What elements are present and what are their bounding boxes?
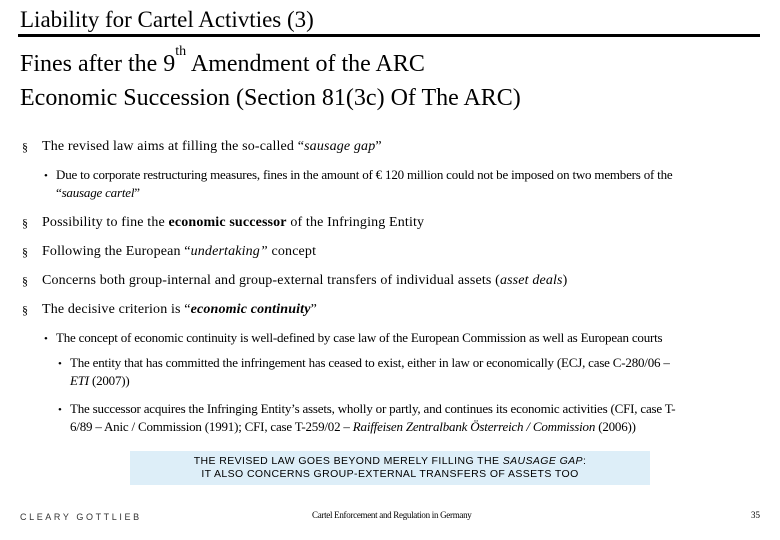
title-rule: [18, 34, 760, 37]
callout-line-2: IT ALSO CONCERNS GROUP-EXTERNAL TRANSFERS OF ASSETS TOO: [201, 468, 579, 480]
subbullet-sausage-cartel: Due to corporate restructuring measures, fines in the amount of € 120 million could not be imposed on two members of the “sausage cartel”: [56, 167, 673, 200]
bullet-asset-deals: Concerns both group-internal and group-external transfers of individual assets (asset deals): [42, 273, 568, 288]
bullet-economic-successor: Possibility to fine the economic successor of the Infringing Entity: [42, 215, 425, 230]
subtitle-line-1: Fines after the 9th Amendment of the ARC: [20, 44, 425, 77]
square-bullet-icon: §: [22, 303, 28, 317]
cleary-gottlieb-logo: CLEARY GOTTLIEB: [20, 512, 142, 522]
square-bullet-icon: §: [22, 140, 28, 154]
subsubbullet-ceased-to-exist: The entity that has committed the infringement has ceased to exist, either in law or economically (ECJ, case C-280/06 – ETI (2007)): [70, 355, 670, 388]
subsubbullet-successor-acquires: The successor acquires the Infringing Entity’s assets, wholly or partly, and continues its economic activities (CFI, case T- 6/89 – Anic / Commission (1991); CFI, case T-259/02 – Raiffeisen Zentralbank Österreich / Commission (2006)): [70, 401, 676, 434]
square-bullet-icon: §: [22, 216, 28, 230]
conclusion-callout: [130, 451, 650, 485]
footer-title: Cartel Enforcement and Regulation in Germany: [312, 510, 472, 520]
dot-bullet-icon: •: [58, 358, 62, 370]
subtitle-line-2: Economic Succession (Section 81(3c) Of The ARC): [20, 85, 521, 111]
callout-line-1: THE REVISED LAW GOES BEYOND MERELY FILLING THE SAUSAGE GAP:: [193, 455, 587, 467]
slide-title: Liability for Cartel Activties (3): [20, 7, 314, 32]
slide-subtitle: [20, 44, 521, 115]
square-bullet-icon: §: [22, 245, 28, 259]
page-number: 35: [751, 510, 760, 520]
square-bullet-icon: §: [22, 274, 28, 288]
bullet-undertaking: Following the European “undertaking” concept: [42, 244, 317, 259]
bullet-economic-continuity: The decisive criterion is “economic continuity”: [42, 302, 317, 317]
dot-bullet-icon: •: [44, 333, 48, 345]
subbullet-case-law: The concept of economic continuity is well-defined by case law of the European Commission as well as European courts: [56, 330, 663, 345]
dot-bullet-icon: •: [44, 170, 48, 182]
bullet-revised-law: The revised law aims at filling the so-called “sausage gap”: [42, 139, 382, 154]
dot-bullet-icon: •: [58, 404, 62, 416]
